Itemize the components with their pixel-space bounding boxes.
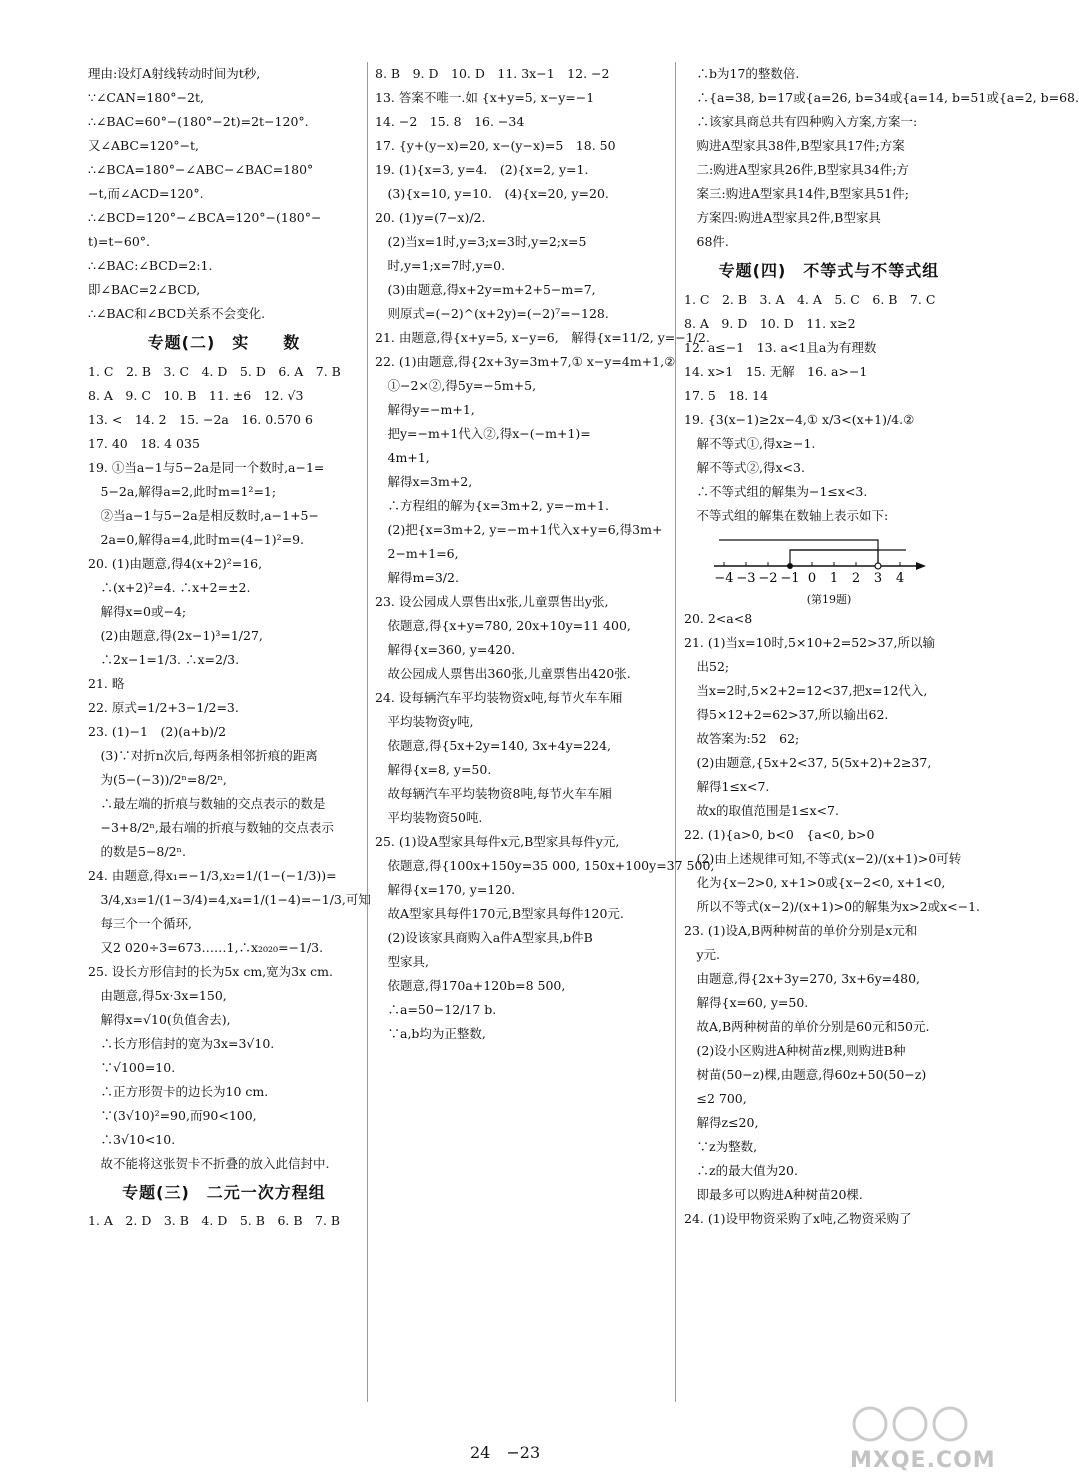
answer-line: ∵(3√10)²=90,而90<100, <box>88 1107 257 1123</box>
closed-point <box>787 563 793 569</box>
answer-line: ∵∠CAN=180°−2t, <box>88 90 204 105</box>
answer-line: 21. (1)当x=10时,5×10+2=52>37,所以输 <box>684 634 935 650</box>
tick-label: 2 <box>851 570 861 586</box>
lt-three-bracket <box>719 540 878 566</box>
answer-line: 解得x=3m+2, <box>375 474 473 489</box>
answer-line: (3)由题意,得x+2y=m+2+5−m=7, <box>375 282 596 297</box>
answer-line: ∴∠BCA=180°−∠ABC−∠BAC=180° <box>88 162 314 177</box>
answer-line: ∴最左端的折痕与数轴的交点表示的数是 <box>88 795 326 811</box>
answer-line: 5−2a,解得a=2,此时m=1²=1; <box>88 483 277 499</box>
answer-line: (2)当x=1时,y=3;x=3时,y=2;x=5 <box>375 234 587 249</box>
tick-label: 3 <box>873 570 883 586</box>
answer-column-3 <box>684 62 1079 1231</box>
answer-line: 13. 答案不唯一.如 {x+y=5, x−y=−1 <box>375 90 595 105</box>
answer-line: 故每辆汽车平均装物资8吨,每节火车车厢 <box>375 786 612 801</box>
tick-label: 4 <box>895 570 905 586</box>
open-point <box>875 563 881 569</box>
answer-line: (2)把{x=3m+2, y=−m+1代入x+y=6,得3m+ <box>375 522 663 537</box>
answer-line: 依题意,得170a+120b=8 500, <box>375 978 566 993</box>
answer-line: 2a=0,解得a=4,此时m=(4−1)²=9. <box>88 531 305 547</box>
answer-line: 型家具, <box>375 954 429 969</box>
answer-line: 8. A 9. C 10. B 11. ±6 12. √3 <box>88 387 304 403</box>
answer-line: (2)由题意,{5x+2<37, 5(5x+2)+2≥37, <box>684 754 932 770</box>
answer-line: −3+8/2ⁿ,最右端的折痕与数轴的交点表示 <box>88 819 334 835</box>
answer-line: 22. 原式=1/2+3−1/2=3. <box>88 699 239 715</box>
answer-line: 即最多可以购进A种树苗20棵. <box>684 1186 863 1202</box>
tick-label: −3 <box>736 570 756 586</box>
answer-line: 24. 由题意,得x₁=−1/3,x₂=1/(1−(−1/3))= <box>88 867 337 883</box>
answer-line: 故A型家具每件170元,B型家具每件120元. <box>375 906 624 921</box>
tick-label: 0 <box>807 570 817 586</box>
answer-line: 得5×12+2=62>37,所以输出62. <box>684 706 889 722</box>
answer-line: 17. 40 18. 4 035 <box>88 435 200 451</box>
answer-line: 24. (1)设甲物资采购了x吨,乙物资采购了 <box>684 1210 912 1226</box>
answer-line: 二:购进A型家具26件,B型家具34件;方 <box>684 162 909 177</box>
answer-line: ∴z的最大值为20. <box>684 1162 798 1178</box>
answer-line: 20. (1)由题意,得4(x+2)²=16, <box>88 555 263 571</box>
number-line-svg <box>704 532 934 590</box>
answer-line: 解不等式①,得x≥−1. <box>684 435 816 451</box>
answer-line: 13. < 14. 2 15. −2a 16. 0.570 6 <box>88 411 313 427</box>
answer-line: 则原式=(−2)^(x+2y)=(−2)⁷=−128. <box>375 306 609 321</box>
answer-line: 14. −2 15. 8 16. −34 <box>375 114 525 129</box>
answer-line: 故答案为:52 62; <box>684 730 800 746</box>
answer-line: 方案四:购进A型家具2件,B型家具 <box>684 210 881 225</box>
answer-line: ∵√100=10. <box>88 1059 176 1075</box>
page-number: 24 −23 <box>470 1443 541 1462</box>
answer-line: 故公园成人票售出360张,儿童票售出420张. <box>375 666 631 681</box>
answer-line: ∴长方形信封的宽为3x=3√10. <box>88 1035 275 1051</box>
answer-line: 解得{x=8, y=50. <box>375 762 492 777</box>
answer-line: 解不等式②,得x<3. <box>684 459 805 475</box>
answer-line: (2)由上述规律可知,不等式(x−2)/(x+1)>0可转 <box>684 850 962 866</box>
answer-line: ∴{a=38, b=17或{a=26, b=34或{a=14, b=51或{a=2, b=68. <box>684 90 1079 105</box>
answer-line: 故A,B两种树苗的单价分别是60元和50元. <box>684 1018 930 1034</box>
answer-line: 不等式组的解集在数轴上表示如下: <box>684 507 889 523</box>
answer-line: ①−2×②,得5y=−5m+5, <box>375 378 537 393</box>
answer-line: (3){x=10, y=10. (4){x=20, y=20. <box>375 186 609 201</box>
answer-line: 依题意,得{100x+150y=35 000, 150x+100y=37 500, <box>375 858 715 873</box>
answer-line: (2)设该家具商购入a件A型家具,b件B <box>375 930 593 945</box>
answer-line: 4m+1, <box>375 450 430 465</box>
answer-line: 19. ①当a−1与5−2a是同一个数时,a−1= <box>88 459 325 475</box>
answer-line: 8. A 9. D 10. D 11. x≥2 <box>684 315 856 331</box>
tick-label: −2 <box>758 570 778 586</box>
answer-line: 25. 设长方形信封的长为5x cm,宽为3x cm. <box>88 963 333 979</box>
answer-line: ∴该家具商总共有四种购入方案,方案一: <box>684 114 918 129</box>
answer-line: 时,y=1;x=7时,y=0. <box>375 258 506 273</box>
column-divider <box>367 62 368 1402</box>
answer-line: 又2 020÷3=673……1,∴x₂₀₂₀=−1/3. <box>88 939 324 955</box>
answer-line: 24. 设每辆汽车平均装物资x吨,每节火车车厢 <box>375 690 623 705</box>
answer-line: 8. B 9. D 10. D 11. 3x−1 12. −2 <box>375 66 610 81</box>
figure-caption: (第19题) <box>806 592 852 606</box>
answer-line: 平均装物资y吨, <box>375 714 474 729</box>
tick-label: −1 <box>780 570 800 586</box>
answer-line: ∴∠BCD=120°−∠BCA=120°−(180°− <box>88 210 322 225</box>
answer-line: 20. (1)y=(7−x)/2. <box>375 210 486 225</box>
answer-line: 68件. <box>684 234 729 249</box>
watermark-text: MXQE.COM <box>850 1448 996 1473</box>
answer-line: 把y=−m+1代入②,得x−(−m+1)= <box>375 426 591 441</box>
answer-line: 又∠ABC=120°−t, <box>88 138 200 153</box>
answer-line: 理由:设灯A射线转动时间为t秒, <box>88 66 261 81</box>
answer-line: ∵a,b均为正整数, <box>375 1026 486 1041</box>
answer-line: 化为{x−2>0, x+1>0或{x−2<0, x+1<0, <box>684 874 946 890</box>
answer-line: t)=t−60°. <box>88 234 150 249</box>
answer-line: 购进A型家具38件,B型家具17件;方案 <box>684 138 905 153</box>
answer-line: 1. C 2. B 3. C 4. D 5. D 6. A 7. B <box>88 363 341 379</box>
answer-line: 解得1≤x<7. <box>684 778 770 794</box>
answer-line: 20. 2<a<8 <box>684 610 753 626</box>
answer-line: 所以不等式(x−2)/(x+1)>0的解集为x>2或x<−1. <box>684 898 980 914</box>
answer-line: ∴不等式组的解集为−1≤x<3. <box>684 483 868 499</box>
answer-line: (3)∵对折n次后,每两条相邻折痕的距离 <box>88 747 318 763</box>
answer-line: 故不能将这张贺卡不折叠的放入此信封中. <box>88 1155 330 1171</box>
answer-line: ∵z为整数, <box>684 1138 758 1154</box>
answer-line: 解得{x=170, y=120. <box>375 882 516 897</box>
answer-line: 出52; <box>684 658 730 674</box>
answer-line: 12. a≤−1 13. a<1且a为有理数 <box>684 339 877 355</box>
answer-line: 23. 设公园成人票售出x张,儿童票售出y张, <box>375 594 609 609</box>
column-divider <box>675 62 676 1402</box>
answer-line: 为(5−(−3))/2ⁿ=8/2ⁿ, <box>88 771 227 787</box>
answer-line: ∴∠BAC:∠BCD=2:1. <box>88 258 213 273</box>
section-heading: 专题(四) 不等式与不等式组 <box>718 261 940 280</box>
answer-line: 由题意,得{2x+3y=270, 3x+6y=480, <box>684 970 920 986</box>
answer-line: 解得m=3/2. <box>375 570 459 585</box>
answer-line: ∴(x+2)²=4. ∴x+2=±2. <box>88 579 251 595</box>
answer-line: 1. C 2. B 3. A 4. A 5. C 6. B 7. C <box>684 291 936 307</box>
answer-line: y元. <box>684 946 721 962</box>
watermark-logo <box>840 1400 996 1473</box>
answer-line: 平均装物资50吨. <box>375 810 483 825</box>
answer-line: ②当a−1与5−2a是相反数时,a−1+5− <box>88 507 319 523</box>
answer-line: 25. (1)设A型家具每件x元,B型家具每件y元, <box>375 834 620 849</box>
answer-line: 17. {y+(y−x)=20, x−(y−x)=5 18. 50 <box>375 138 616 153</box>
section-heading: 专题(三) 二元一次方程组 <box>122 1182 326 1202</box>
answer-line: ∴2x−1=1/3. ∴x=2/3. <box>88 651 240 667</box>
answer-line: (2)由题意,得(2x−1)³=1/27, <box>88 627 263 643</box>
answer-line: 19. (1){x=3, y=4. (2){x=2, y=1. <box>375 162 589 177</box>
answer-line: 17. 5 18. 14 <box>684 387 769 403</box>
number-line-figure <box>684 532 974 607</box>
answer-line: ∴正方形贺卡的边长为10 cm. <box>88 1083 269 1099</box>
answer-line: ∴方程组的解为{x=3m+2, y=−m+1. <box>375 498 609 513</box>
answer-line: 解得y=−m+1, <box>375 402 475 417</box>
tick-label: 1 <box>829 570 839 586</box>
answer-column-1 <box>88 62 371 1233</box>
answer-line: 树苗(50−z)棵,由题意,得60z+50(50−z) <box>684 1066 927 1082</box>
axis-arrow <box>916 562 926 570</box>
answer-line: 当x=2时,5×2+2=12<37,把x=12代入, <box>684 682 928 698</box>
answer-line: 2−m+1=6, <box>375 546 459 561</box>
answer-line: 解得{x=360, y=420. <box>375 642 516 657</box>
answer-line: 22. (1){a>0, b<0 {a<0, b>0 <box>684 826 875 842</box>
answer-line: 解得x=0或−4; <box>88 603 187 619</box>
answer-line: 解得z≤20, <box>684 1114 759 1130</box>
answer-line: 21. 略 <box>88 675 125 691</box>
answer-line: ∴∠BAC和∠BCD关系不会变化. <box>88 306 266 321</box>
answer-line: ∴3√10<10. <box>88 1131 176 1147</box>
answer-line: 3/4,x₃=1/(1−3/4)=4,x₄=1/(1−4)=−1/3,可知 <box>88 891 371 907</box>
answer-line: 每三个一个循环, <box>88 915 192 931</box>
answer-line: ∴a=50−12/17 b. <box>375 1002 497 1017</box>
answer-line: 案三:购进A型家具14件,B型家具51件; <box>684 186 909 201</box>
answer-line: 23. (1)−1 (2)(a+b)/2 <box>88 723 227 739</box>
answer-line: 21. 由题意,得{x+y=5, x−y=6, 解得{x=11/2, y=−1/2. <box>375 330 710 345</box>
answer-line: 解得{x=60, y=50. <box>684 994 809 1010</box>
answer-line: 14. x>1 15. 无解 16. a>−1 <box>684 363 868 379</box>
answer-line: 故x的取值范围是1≤x<7. <box>684 802 839 818</box>
answer-line: 19. {3(x−1)≥2x−4,① x/3<(x+1)/4.② <box>684 411 915 427</box>
answer-line: ≤2 700, <box>684 1090 747 1106</box>
answer-line: 解得x=√10(负值舍去), <box>88 1011 231 1027</box>
section-heading: 专题(二) 实 数 <box>147 333 301 352</box>
answer-line: 1. A 2. D 3. B 4. D 5. B 6. B 7. B <box>88 1213 341 1229</box>
answer-line: 23. (1)设A,B两种树苗的单价分别是x元和 <box>684 922 918 938</box>
tick-label: −4 <box>714 570 734 586</box>
answer-line: 22. (1)由题意,得{2x+3y=3m+7,① x−y=4m+1,② <box>375 354 676 369</box>
answer-line: ∴b为17的整数倍. <box>684 66 800 81</box>
answer-line: ∴∠BAC=60°−(180°−2t)=2t−120°. <box>88 114 309 129</box>
answer-line: 依题意,得{x+y=780, 20x+10y=11 400, <box>375 618 631 633</box>
answer-line: 依题意,得{5x+2y=140, 3x+4y=224, <box>375 738 611 753</box>
answer-line: 的数是5−8/2ⁿ. <box>88 843 186 859</box>
answer-line: 即∠BAC=2∠BCD, <box>88 282 201 297</box>
answer-line: −t,而∠ACD=120°. <box>88 186 204 201</box>
answer-line: (2)设小区购进A种树苗z棵,则购进B种 <box>684 1042 906 1058</box>
answer-line: 由题意,得5x·3x=150, <box>88 987 227 1003</box>
